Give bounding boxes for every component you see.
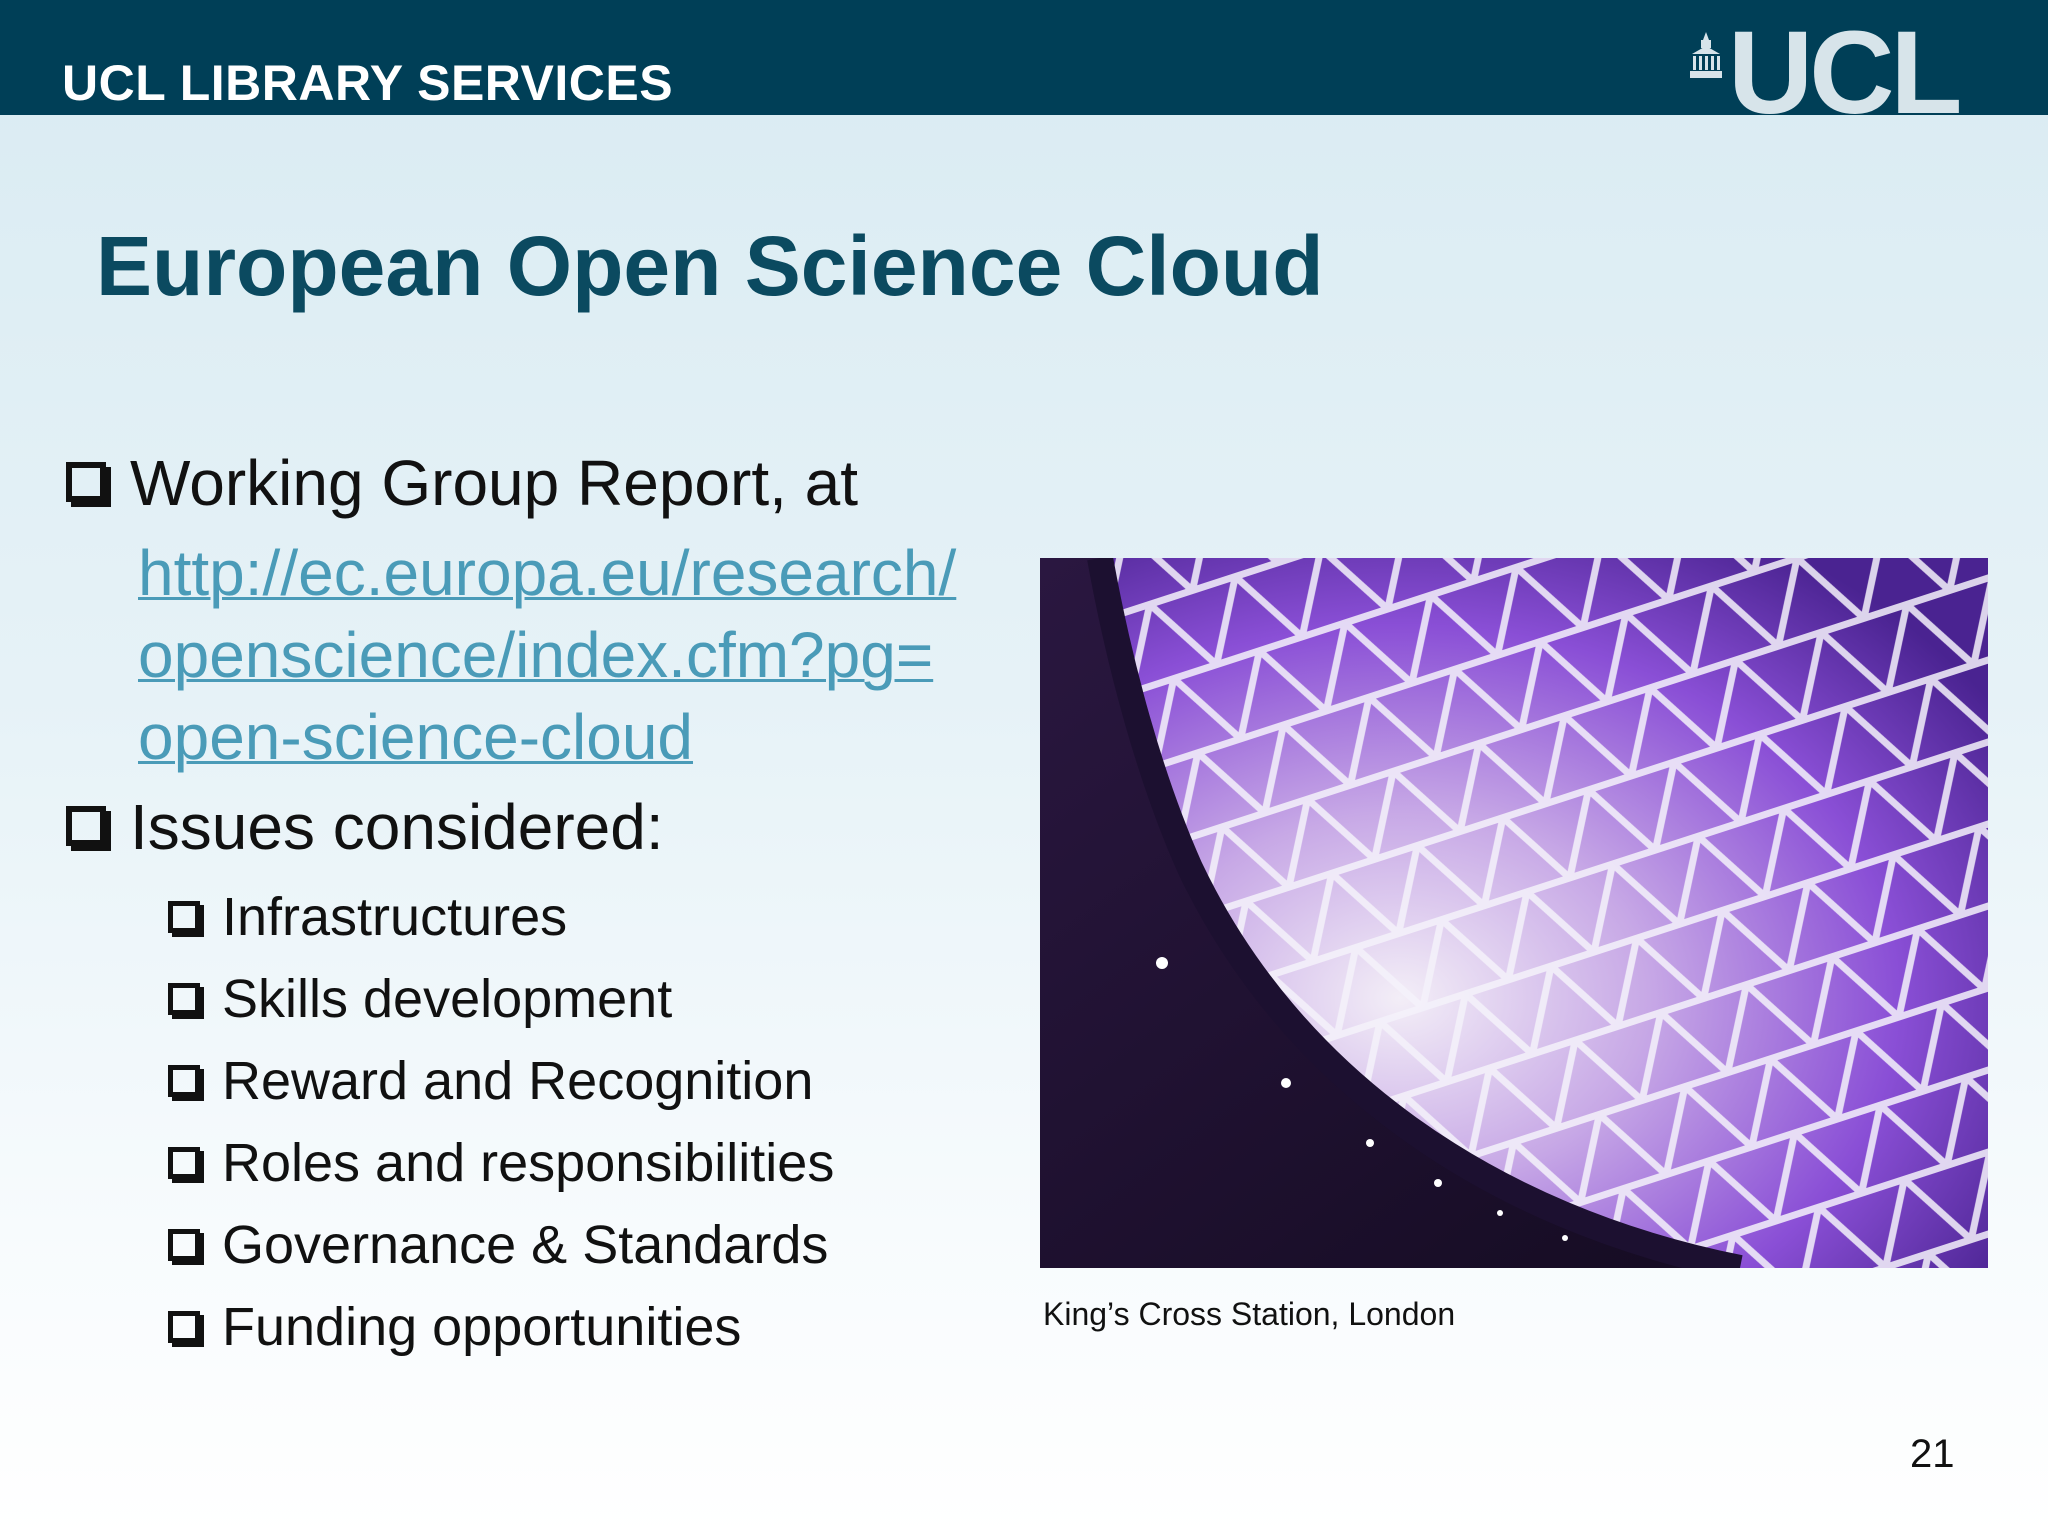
- sub-item: [168, 968, 672, 1030]
- checkbox-bullet-icon: [168, 1229, 200, 1261]
- logo-text: UCL: [1728, 30, 1959, 116]
- link-line[interactable]: http://ec.europa.eu/research/: [138, 537, 957, 609]
- station-roof-photo: [1040, 558, 1988, 1268]
- sub-item-text: Infrastructures: [222, 887, 568, 947]
- sub-item-text: Funding opportunities: [222, 1297, 742, 1357]
- sub-item: [168, 886, 567, 948]
- header-title: UCL LIBRARY SERVICES: [62, 55, 674, 111]
- checkbox-bullet-icon: [168, 1065, 200, 1097]
- checkbox-bullet-icon: [168, 1311, 200, 1343]
- slide-title: European Open Science Cloud: [96, 219, 1324, 313]
- checkbox-bullet-icon: [168, 983, 200, 1015]
- bullet-working-group: [66, 446, 858, 520]
- checkbox-bullet-icon: [66, 806, 106, 846]
- checkbox-bullet-icon: [168, 1147, 200, 1179]
- portico-icon: [1690, 32, 1722, 78]
- link-line[interactable]: openscience/index.cfm?pg=: [138, 619, 934, 691]
- link-line[interactable]: open-science-cloud: [138, 701, 693, 773]
- report-link[interactable]: [138, 532, 956, 778]
- sub-item: [168, 1214, 828, 1276]
- sub-item-text: Reward and Recognition: [222, 1051, 814, 1111]
- checkbox-bullet-icon: [168, 901, 200, 933]
- image-caption: King’s Cross Station, London: [1043, 1296, 1456, 1332]
- header-bar: [0, 0, 2048, 115]
- photo-illustration: [1040, 558, 1988, 1268]
- bullet-text: Issues considered:: [130, 791, 664, 863]
- checkbox-bullet-icon: [66, 462, 106, 502]
- sub-item: [168, 1296, 741, 1358]
- ucl-logo: [1690, 30, 1959, 116]
- page-number: 21: [1910, 1432, 1955, 1476]
- sub-item-text: Skills development: [222, 969, 673, 1029]
- bullet-issues: [66, 790, 664, 864]
- sub-item-text: Roles and responsibilities: [222, 1133, 835, 1193]
- sub-item: [168, 1132, 834, 1194]
- bullet-text: Working Group Report, at: [130, 447, 859, 519]
- sub-item-text: Governance & Standards: [222, 1215, 829, 1275]
- sub-item: [168, 1050, 813, 1112]
